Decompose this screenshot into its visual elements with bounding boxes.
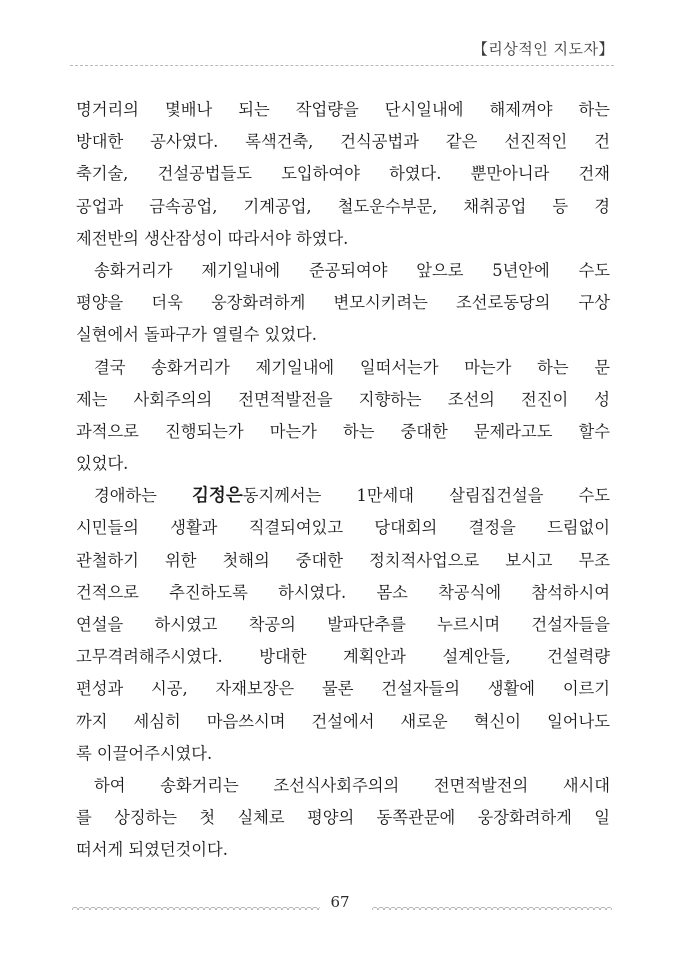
text-line: 공업과 금속공업, 기계공업, 철도운수부문, 채취공업 등 경 <box>76 196 610 216</box>
text-line: 까지 세심히 마음쓰시며 건설에서 새로운 혁신이 일어나도 <box>76 711 610 731</box>
text-line: 연설을 하시였고 착공의 발파단추를 누르시며 건설자들을 <box>76 615 610 634</box>
paragraph-4 <box>76 480 610 770</box>
text-line: 떠서게 되였던것이다. <box>76 840 228 860</box>
text-line: 실현에서 돌파구가 열릴수 있었다. <box>76 325 317 345</box>
paragraph-1 <box>76 94 610 255</box>
text-line: 편성과 시공, 자재보장은 물론 건설자들의 생활에 이르기 <box>76 679 610 699</box>
text-line: 제전반의 생산잠성이 따라서야 하였다. <box>76 228 349 248</box>
paragraph-5 <box>76 770 610 867</box>
line-suffix: 동지께서는 1만세대 살림집건설을 수도 <box>242 486 611 506</box>
text-line: 고무격려해주시였다. 방대한 계획안과 설계안들, 건설력량 <box>76 647 610 667</box>
text-line: 축기술, 건설공법들도 도입하여야 하였다. 뿐만아니라 건재 <box>76 164 610 184</box>
text-line: 건적으로 추진하도록 하시였다. 몸소 착공식에 참석하시여 <box>76 582 610 602</box>
text-line: 하여 송화거리는 조선식사회주의의 전면적발전의 새시대 <box>94 775 610 795</box>
text-line: 관철하기 위한 첫해의 중대한 정치적사업으로 보시고 무조 <box>76 550 610 570</box>
footer-wave-ornament-right <box>372 902 612 910</box>
text-line-with-leader-name <box>76 480 610 512</box>
text-line: 평양을 더욱 웅장화려하게 변모시키려는 조선로동당의 구상 <box>76 293 610 313</box>
text-line: 록 이끌어주시였다. <box>76 743 213 763</box>
text-line: 시민들의 생활과 직결되여있고 당대회의 결정을 드림없이 <box>76 518 610 538</box>
text-line: 를 상징하는 첫 실체로 평양의 동쪽관문에 웅장화려하게 일 <box>76 808 610 828</box>
body-text <box>76 94 610 867</box>
header-dashed-rule <box>70 65 614 66</box>
paragraph-2 <box>76 255 610 352</box>
paragraph-3 <box>76 352 610 481</box>
text-line: 송화거리가 제기일내에 준공되여야 앞으로 5년안에 수도 <box>94 260 610 280</box>
text-line: 제는 사회주의의 전면적발전을 지향하는 조선의 전진이 성 <box>76 389 610 409</box>
running-header-title: 【리상적인 지도자】 <box>472 40 614 58</box>
text-line: 있었다. <box>76 454 129 474</box>
leader-name: 김정은 <box>192 486 243 507</box>
text-line: 방대한 공사였다. 록색건축, 건식공법과 같은 선진적인 건 <box>76 132 610 152</box>
text-line: 과적으로 진행되는가 마는가 하는 중대한 문제라고도 할수 <box>76 421 610 441</box>
text-line: 명거리의 몇배나 되는 작업량을 단시일내에 해제껴야 하는 <box>76 100 610 119</box>
text-line: 결국 송화거리가 제기일내에 일떠서는가 마는가 하는 문 <box>94 357 610 377</box>
page-number: 67 <box>330 893 350 911</box>
line-prefix: 경애하는 <box>94 486 193 506</box>
